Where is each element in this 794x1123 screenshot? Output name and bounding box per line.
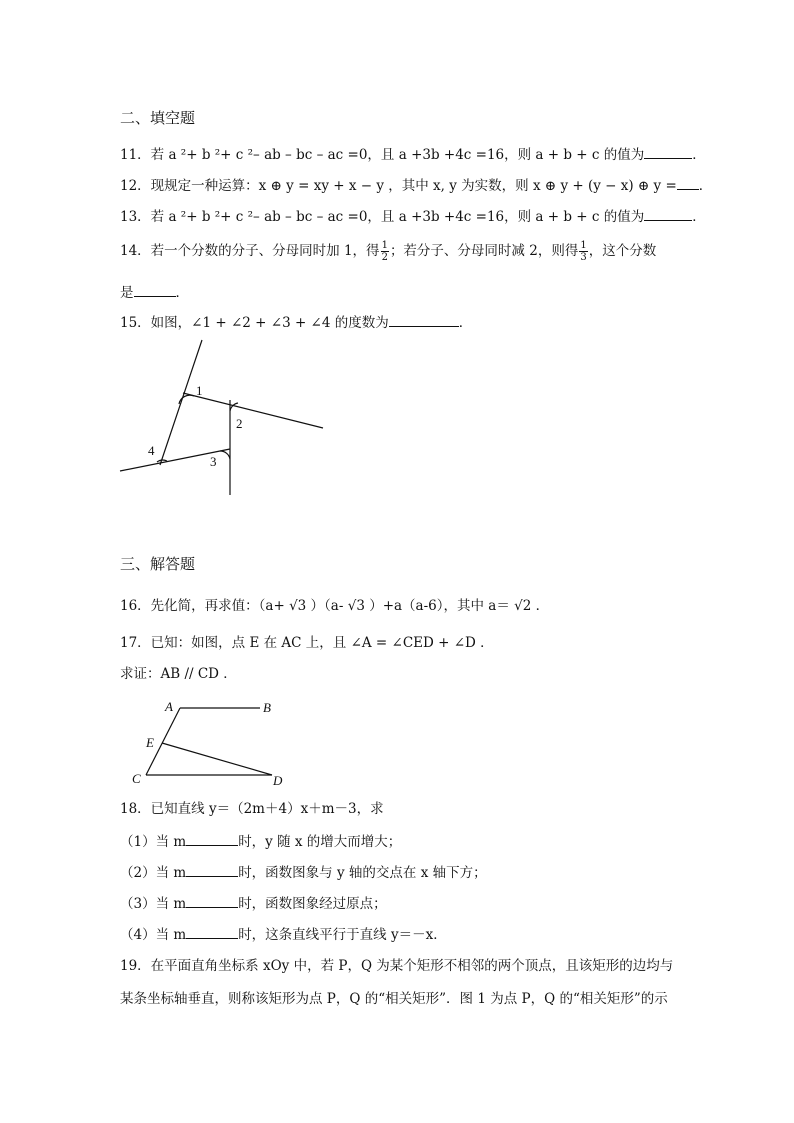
question-14-end: ． [175,285,189,301]
angles-figure [110,335,340,505]
parallel-lines-figure [125,695,295,795]
question-18-item-1 [120,831,401,852]
item-prefix: （1）当 m [120,834,187,850]
question-12-end: ． [698,178,713,194]
question-17-line2: 求证：AB // CD ． [120,666,237,682]
question-18-item-2 [120,862,487,883]
fraction-denominator: 2 [381,252,388,263]
question-15-end: ． [458,315,473,331]
fraction-numerator: 1 [580,240,587,251]
fraction-denominator: 3 [580,252,587,263]
question-17-line1: 17．已知：如图，点 E 在 AC 上，且 ∠A = ∠CED + ∠D ． [120,635,494,651]
answer-blank [186,831,238,846]
question-19-line1: 19．在平面直角坐标系 xOy 中，若 P，Q 为某个矩形不相邻的两个顶点，且该矩形的边均与 [120,958,674,974]
angle-label-3: 3 [210,454,217,469]
question-15-text: 15．如图，∠1 + ∠2 + ∠3 + ∠4 的度数为 [120,315,389,331]
question-13-text: 13．若 a ²+ b ²+ c ²– ab – bc – ac =0，且 a +3b +4c =16，则 a + b + c 的值为 [120,209,645,225]
figure-line [183,393,323,428]
question-14-part1: 14．若一个分数的分子、分母同时加 1，得 [120,243,380,259]
item-suffix: 时，y 随 x 的增大而增大； [238,834,402,850]
question-12 [120,175,712,196]
question-19-line2: 某条坐标轴垂直，则称该矩形为点 P，Q 的“相关矩形”．图 1 为点 P，Q 的“相关矩形”的示 [120,991,668,1007]
item-prefix: （3）当 m [120,896,187,912]
section-heading-solve: 三、解答题 [120,555,196,573]
question-18-item-3 [120,893,387,914]
question-14 [120,240,656,263]
question-11-text: 11．若 a ²+ b ²+ c ²– ab – bc – ac =0，且 a +3b +4c =16，则 a + b + c 的值为 [120,147,645,163]
item-prefix: （2）当 m [120,865,187,881]
item-suffix: 时，函数图象与 y 轴的交点在 x 轴下方； [238,865,487,881]
angle-label-4: 4 [148,443,155,458]
fraction-one-half [381,240,389,263]
point-label-d: D [273,773,283,788]
answer-blank [186,862,238,877]
answer-blank [186,924,238,939]
question-14-line2-text: 是 [120,285,134,301]
question-14-part2: ；若分子、分母同时减 2，则得 [389,243,579,259]
point-label-c: C [132,771,141,786]
question-15 [120,312,472,333]
answer-blank [644,144,692,159]
question-18-intro: 18．已知直线 y＝（2m＋4）x＋m－3，求 [120,801,384,817]
point-label-a: A [165,699,173,714]
fraction-one-third [579,240,587,263]
figure-line [160,340,202,465]
question-12-text: 12．现规定一种运算：x ⊕ y = xy + x − y ，其中 x, y 为实数，则 x ⊕ y + (y − x) ⊕ y = [120,178,677,194]
item-suffix: 时，函数图象经过原点； [238,896,387,912]
point-label-e: E [146,735,154,750]
question-13 [120,206,706,227]
answer-blank [186,893,238,908]
question-16: 16．先化简，再求值：（a+ √3 ）（a- √3 ）+a（a-6），其中 a＝ √2 ． [120,598,550,614]
question-18-item-4 [120,924,447,945]
question-13-end: ． [692,209,706,225]
section-heading-fill-blank: 二、填空题 [120,109,196,127]
angle-label-2: 2 [236,416,243,431]
item-suffix: 时，这条直线平行于直线 y＝－x． [238,927,447,943]
fraction-numerator: 1 [381,240,388,251]
answer-blank [389,312,459,327]
question-14-part3: ，这个分数 [588,243,657,259]
angle-arc [220,451,230,459]
question-11 [120,144,706,165]
angle-label-1: 1 [196,383,203,398]
question-14-line2 [120,282,189,303]
answer-blank [134,282,176,297]
answer-blank [644,206,692,221]
point-label-b: B [263,700,271,715]
question-11-end: ． [692,147,706,163]
item-prefix: （4）当 m [120,927,187,943]
segment-ed [162,743,272,775]
answer-blank [677,175,699,190]
